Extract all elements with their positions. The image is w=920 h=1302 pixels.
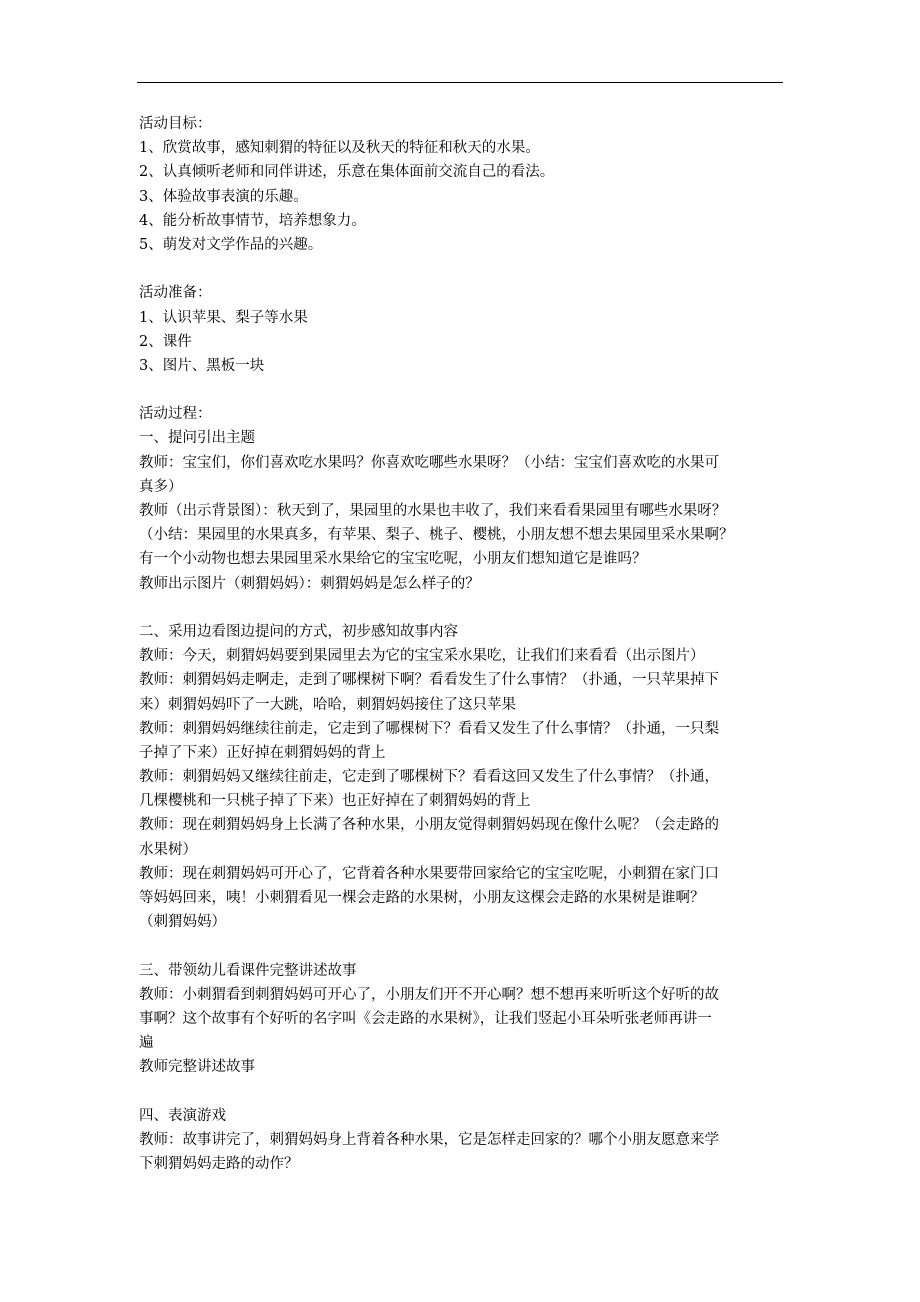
paragraph-line: 教师：宝宝们，你们喜欢吃水果吗？你喜欢吃哪些水果呀？（小结：宝宝们喜欢吃的水果可 — [139, 454, 719, 471]
paragraph-line: 教师出示图片（刺猬妈妈）：刺猬妈妈是怎么样子的？ — [139, 575, 480, 592]
part3-title: 三、带领幼儿看课件完整讲述故事 — [139, 962, 357, 979]
goals-section — [139, 112, 787, 257]
paragraph-line: 教师（出示背景图）：秋天到了，果园里的水果也丰收了，我们来看看果园里有哪些水果呀？ — [139, 503, 727, 519]
paragraph-line: 教师：现在刺猬妈妈身上长满了各种水果，小朋友觉得刺猬妈妈现在像什么呢？（会走路的 — [139, 817, 719, 834]
paragraph-line: 教师：刺猬妈妈又继续往前走，它走到了哪棵树下？看看这回又发生了什么事情？（扑通， — [139, 769, 719, 786]
paragraph-line: 有一个小动物也想去果园里采水果给它的宝宝吃呢，小朋友们想知道它是谁吗？ — [139, 551, 647, 568]
goals-heading: 活动目标： — [139, 116, 212, 132]
paragraph-line: 教师：今天，刺猬妈妈要到果园里去为它的宝宝采水果吃，让我们们来看看（出示图片） — [139, 648, 705, 665]
paragraph-line: 教师：故事讲完了，刺猬妈妈身上背着各种水果，它是怎样走回家的？哪个小朋友愿意来学 — [139, 1131, 719, 1148]
goal-item: 3、体验故事表演的乐趣。 — [139, 188, 308, 205]
prep-item: 3、图片、黑板一块 — [139, 357, 265, 374]
paragraph-line: （小结：果园里的水果真多，有苹果、梨子、桃子、樱桃，小朋友想不想去果园里采水果啊？ — [139, 527, 734, 544]
paragraph-line: 教师：刺猬妈妈走啊走，走到了哪棵树下啊？看看发生了什么事情？（扑通，一只苹果掉下 — [139, 672, 719, 689]
paragraph-line: 等妈妈回来，咦！小刺猬看见一棵会走路的水果树，小朋友这棵会走路的水果树是谁啊？ — [139, 890, 705, 906]
part1-title: 一、提问引出主题 — [139, 430, 255, 447]
paragraph-line: 遍 — [139, 1035, 154, 1052]
prep-item: 2、课件 — [139, 333, 192, 350]
paragraph-line: 教师：小刺猬看到刺猬妈妈可开心了，小朋友们开不开心啊？想不想再来听听这个好听的故 — [139, 986, 719, 1003]
goal-item: 5、萌发对文学作品的兴趣。 — [139, 236, 323, 253]
paragraph-line: 教师：刺猬妈妈继续往前走，它走到了哪棵树下？看看又发生了什么事情？（扑通，一只梨 — [139, 720, 719, 737]
goal-item: 4、能分析故事情节，培养想象力。 — [139, 212, 366, 229]
header-rule — [137, 82, 783, 83]
goal-item: 1、欣赏故事，感知刺猬的特征以及秋天的特征和秋天的水果。 — [139, 140, 540, 157]
process-section — [139, 402, 787, 1176]
paragraph-line: 水果树） — [139, 841, 197, 858]
prep-section — [139, 281, 787, 378]
paragraph-line: （刺猬妈妈） — [139, 914, 226, 931]
paragraph-line: 真多） — [139, 478, 183, 495]
paragraph-line: 来）刺猬妈妈吓了一大跳，哈哈，刺猬妈妈接住了这只苹果 — [139, 696, 516, 713]
paragraph-line: 教师完整讲述故事 — [139, 1059, 255, 1076]
document-body — [139, 112, 787, 1176]
paragraph-line: 教师：现在刺猬妈妈可开心了，它背着各种水果要带回家给它的宝宝吃呢，小刺猬在家门口 — [139, 865, 719, 882]
prep-heading: 活动准备： — [139, 285, 212, 302]
paragraph-line: 下刺猬妈妈走路的动作？ — [139, 1156, 299, 1173]
goal-item: 2、认真倾听老师和同伴讲述，乐意在集体面前交流自己的看法。 — [139, 164, 555, 181]
part2-title: 二、采用边看图边提问的方式，初步感知故事内容 — [139, 623, 458, 640]
prep-item: 1、认识苹果、梨子等水果 — [139, 309, 308, 326]
part4-title: 四、表演游戏 — [139, 1107, 226, 1124]
paragraph-line: 事啊？这个故事有个好听的名字叫《会走路的水果树》，让我们竖起小耳朵听张老师再讲一 — [139, 1010, 712, 1027]
paragraph-line: 子掉了下来）正好掉在刺猬妈妈的背上 — [139, 744, 386, 761]
paragraph-line: 几棵樱桃和一只桃子掉了下来）也正好掉在了刺猬妈妈的背上 — [139, 793, 531, 810]
process-heading: 活动过程： — [139, 406, 212, 423]
